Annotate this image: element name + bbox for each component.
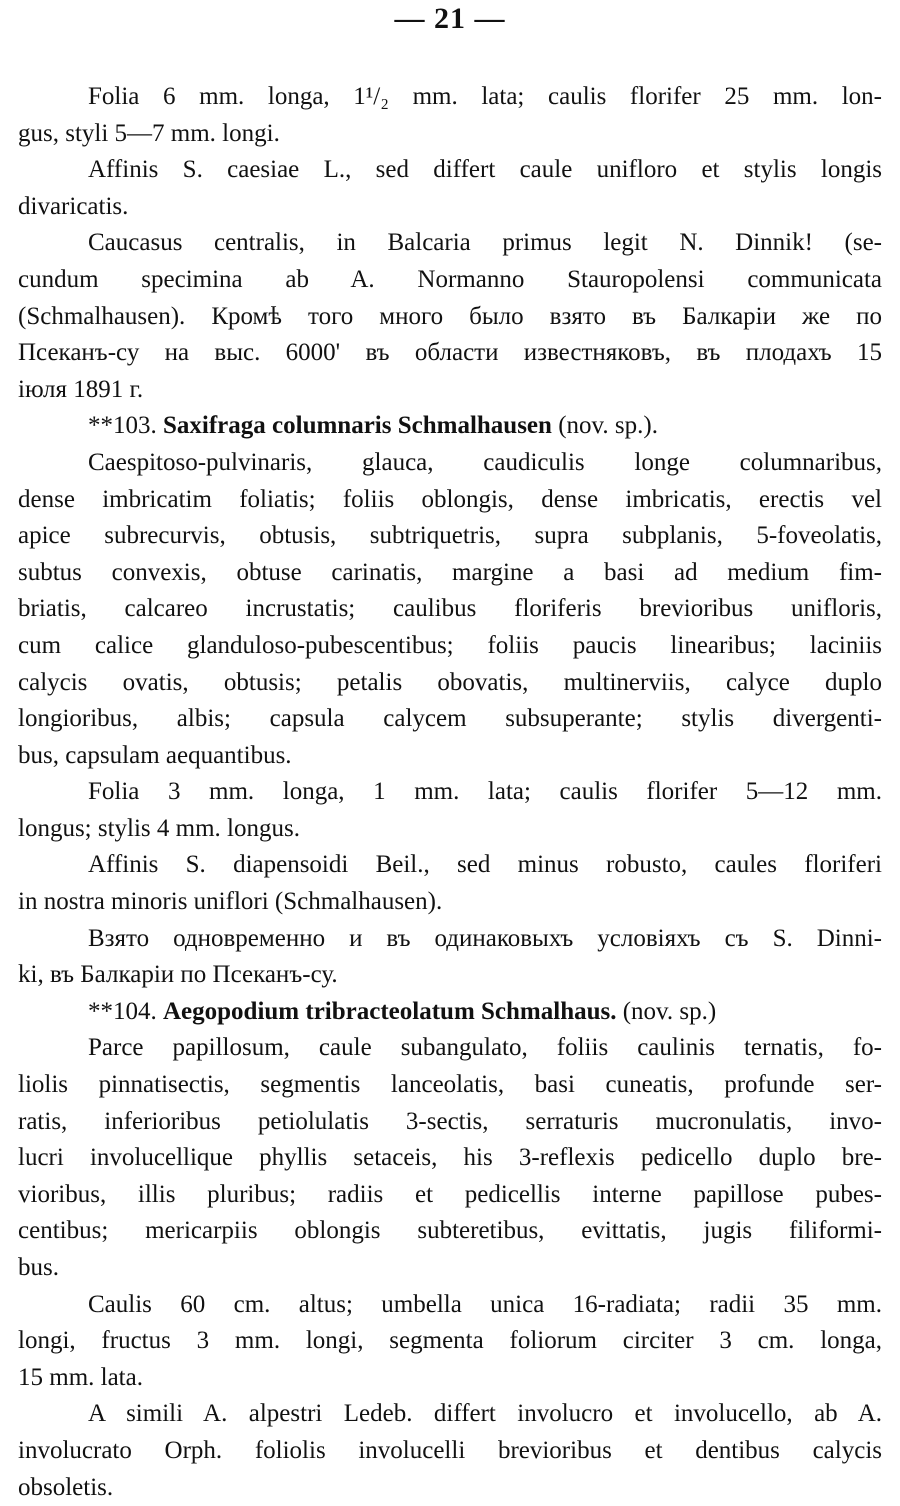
text-line: Affinis S. diapensoidi Beil., sed minus robusto, caules floriferi [88,851,882,879]
species-name: Aegopodium tribracteolatum Schmalhaus. [163,997,617,1025]
text-line: іюля 1891 г. [18,375,144,403]
species-heading [18,408,882,445]
body-text [18,79,882,1506]
text-line: Caucasus centralis, in Balcaria primus legit N. Dinnik! (se- [88,229,882,257]
text-line: centibus; mericarpiis oblongis subteretibus, evittatis, jugis filiformi- [18,1217,882,1245]
text-line: briatis, calcareo incrustatis; caulibus floriferis brevioribus unifloris, [18,595,882,623]
text-line: cum calice glanduloso-pubescentibus; foliis paucis linearibus; laciniis [18,631,882,659]
text-line: in nostra minoris uniflori (Schmalhausen). [18,888,443,916]
text-line: Parce papillosum, caule subangulato, foliis caulinis ternatis, fo- [88,1034,882,1062]
text-line: calycis ovatis, obtusis; petalis obovatis, multinerviis, calyce duplo [18,668,882,696]
heading-text: **104. [88,997,163,1025]
text-line: bus. [18,1254,59,1281]
text-line: subtus convexis, obtuse carinatis, margine a basi ad medium fim- [18,558,882,586]
text-line: gus, styli 5—7 mm. longi. [18,119,280,147]
page-number: — 21 — [394,2,506,35]
heading-text: (nov. sp.). [551,412,658,440]
text-line: longioribus, albis; capsula calycem subsuperante; stylis divergenti- [18,705,882,733]
text-line: (Schmalhausen). Кромѣ того много было взято въ Балкаріи же по [18,302,882,330]
text-line: obsoletis. [18,1473,114,1501]
text-line: vioribus, illis pluribus; radiis et pedicellis interne papillose pubes- [18,1180,882,1208]
text-line: Caespitoso-pulvinaris, glauca, caudiculis longe columnaribus, [88,448,882,476]
text-line: liolis pinnatisectis, segmentis lanceolatis, basi cuneatis, profunde ser- [18,1071,882,1099]
text-line: lucri involucellique phyllis setaceis, his 3-reflexis pedicello duplo bre- [18,1144,882,1172]
text-line: ki, въ Балкаріи по Псеканъ-су. [18,961,338,989]
text-line: involucrato Orph. foliolis involucelli brevioribus et dentibus calycis [18,1436,882,1464]
heading-text: (nov. sp.) [616,997,717,1025]
text-line: Взято одновременно и въ одинаковыхъ условіяхъ съ S. Dinni- [88,924,882,952]
text-line: cundum specimina ab A. Normanno Stauropolensi communicata [18,265,882,293]
text-line: Caulis 60 cm. altus; umbella unica 16-radiata; radii 35 mm. [88,1290,882,1318]
text-line: bus, capsulam aequantibus. [18,741,292,769]
species-heading [18,994,882,1031]
text-line: Псеканъ-су на выс. 6000' въ области известняковъ, въ плодахъ 15 [18,339,882,367]
text-line: apice subrecurvis, obtusis, subtriquetris, supra subplanis, 5-foveolatis, [18,522,882,550]
text-line: longi, fructus 3 mm. longi, segmenta foliorum circiter 3 cm. longa, [18,1327,882,1355]
text-line: Affinis S. caesiae L., sed differt caule unifloro et stylis longis [88,156,882,184]
heading-text: **103. [88,412,163,440]
text-line: divaricatis. [18,192,129,220]
text-line: Folia 6 mm. longa, 1¹/₂ mm. lata; caulis florifer 25 mm. lon- [88,83,882,110]
text-line: longus; stylis 4 mm. longus. [18,814,300,842]
text-line: 15 mm. lata. [18,1363,143,1391]
text-line: Folia 3 mm. longa, 1 mm. lata; caulis florifer 5—12 mm. [88,778,882,806]
text-line: ratis, inferioribus petiolulatis 3-sectis, serraturis mucronulatis, invo- [18,1107,882,1135]
text-line: dense imbricatim foliatis; foliis oblongis, dense imbricatis, erectis vel [18,485,882,513]
text-line: A simili A. alpestri Ledeb. differt involucro et involucello, ab A. [88,1400,882,1428]
species-name: Saxifraga columnaris Schmalhausen [163,412,552,440]
